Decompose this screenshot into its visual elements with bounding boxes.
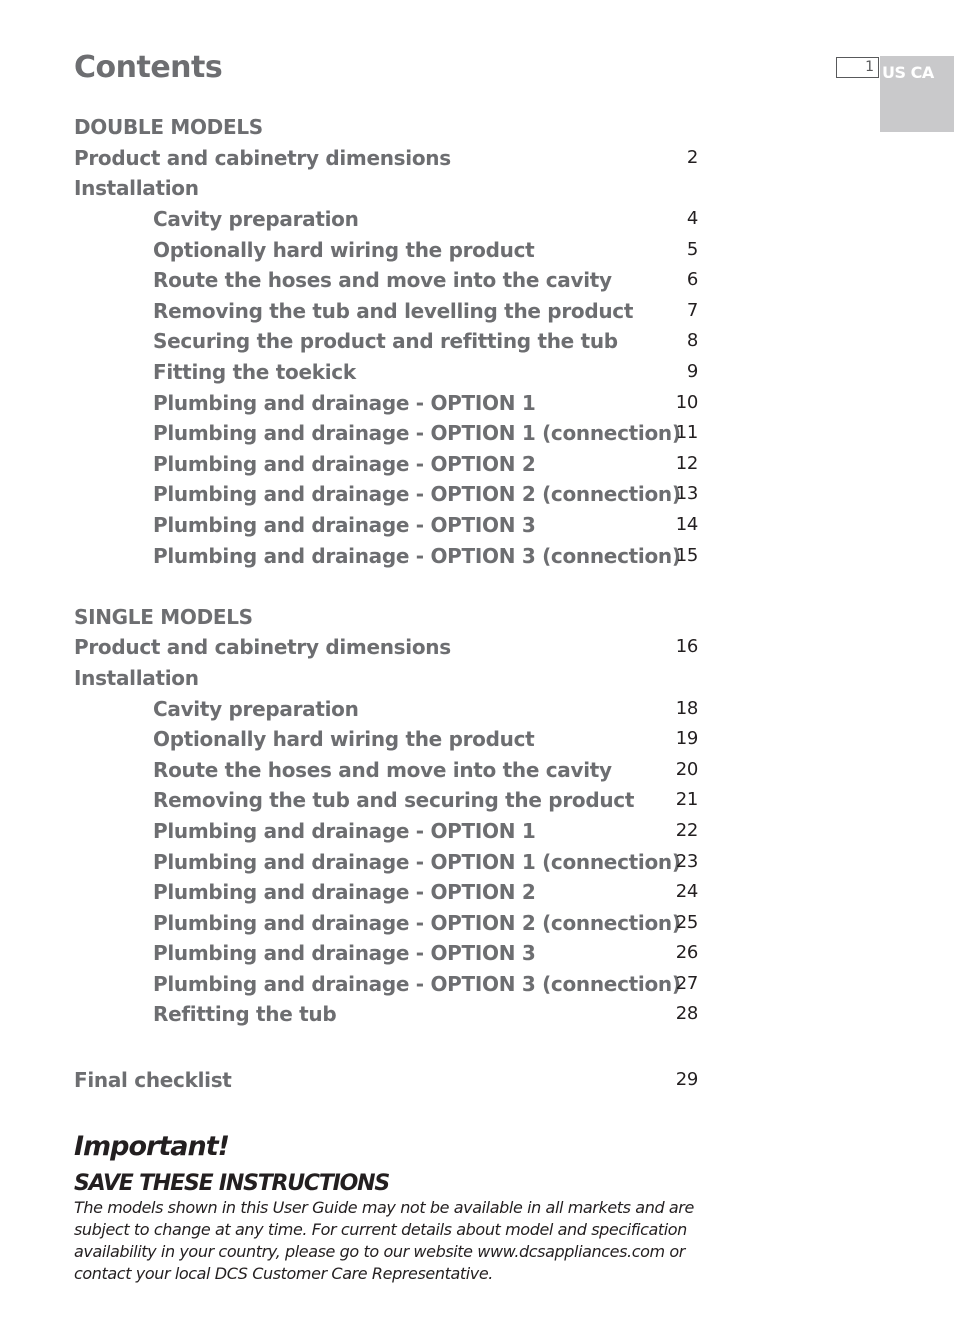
toc-entry-page: 21 [675, 789, 698, 810]
toc-entry-label: Cavity preparation [153, 207, 359, 231]
toc-entry-page: 12 [675, 453, 698, 474]
toc-entry [74, 999, 698, 1029]
toc-entry-label: Removing the tub and securing the product [153, 788, 635, 812]
toc-entry [74, 479, 698, 509]
toc-entry-page: 9 [686, 361, 698, 382]
page-number: 1 [865, 59, 874, 75]
toc-entry-label: Plumbing and drainage - OPTION 1 (connection) [153, 850, 681, 874]
toc-entry-page: 6 [686, 269, 698, 290]
toc-entry [74, 112, 698, 142]
toc-entry-page: 27 [675, 973, 698, 994]
toc-entry [74, 173, 698, 203]
toc-entry-label: DOUBLE MODELS [74, 115, 263, 139]
note-line: subject to change at any time. For current details about model and specification [74, 1220, 687, 1239]
toc-entry-label: Product and cabinetry dimensions [74, 635, 451, 659]
toc-entry-page: 29 [675, 1069, 698, 1090]
toc-entry [74, 877, 698, 907]
toc-entry-page: 25 [675, 912, 698, 933]
toc-entry-label: Installation [74, 176, 199, 200]
toc-entry-label: Removing the tub and levelling the product [153, 299, 634, 323]
toc-entry [74, 204, 698, 234]
toc-entry [74, 296, 698, 326]
toc-entry-label: Route the hoses and move into the cavity [153, 758, 612, 782]
toc-entry [74, 632, 698, 662]
toc-entry-label: Refitting the tub [153, 1002, 337, 1026]
toc-entry [74, 816, 698, 846]
toc-entry-page: 22 [675, 820, 698, 841]
toc-entry-label: Plumbing and drainage - OPTION 3 (connection) [153, 972, 681, 996]
toc-entry-label: Plumbing and drainage - OPTION 3 (connection) [153, 544, 681, 568]
toc-entry-page: 20 [675, 759, 698, 780]
toc-entry-page: 26 [675, 942, 698, 963]
toc-entry-page: 2 [686, 147, 698, 168]
toc-entry [74, 265, 698, 295]
toc-entry [74, 694, 698, 724]
toc-entry-label: Plumbing and drainage - OPTION 2 (connection) [153, 911, 681, 935]
toc-entry-label: Plumbing and drainage - OPTION 2 [153, 452, 536, 476]
toc-entry-label: Plumbing and drainage - OPTION 2 [153, 880, 536, 904]
toc-entry-label: Cavity preparation [153, 697, 359, 721]
toc-entry-page: 7 [686, 300, 698, 321]
toc-entry [74, 143, 698, 173]
page-title: Contents [74, 50, 223, 85]
toc-entry [74, 724, 698, 754]
toc-entry-label: Securing the product and refitting the tub [153, 329, 618, 353]
toc-entry-label: Route the hoses and move into the cavity [153, 268, 612, 292]
note-line: availability in your country, please go to our website www.dcsappliances.com or [74, 1242, 685, 1261]
toc-entry [74, 326, 698, 356]
toc-entry-label: Plumbing and drainage - OPTION 3 [153, 513, 536, 537]
toc-entry-page: 18 [675, 698, 698, 719]
toc-entry-label: Plumbing and drainage - OPTION 1 [153, 391, 536, 415]
toc-entry [74, 785, 698, 815]
toc-entry-page: 5 [686, 239, 698, 260]
toc-entry-page: 10 [675, 392, 698, 413]
toc-entry [74, 969, 698, 999]
toc-entry-label: Plumbing and drainage - OPTION 2 (connection) [153, 482, 681, 506]
note-line: The models shown in this User Guide may not be available in all markets and are [74, 1198, 694, 1217]
toc-entry-page: 11 [675, 422, 698, 443]
toc-entry-label: Product and cabinetry dimensions [74, 146, 451, 170]
save-instructions-heading: SAVE THESE INSTRUCTIONS [74, 1171, 390, 1196]
region-tab-label: US CA [882, 63, 934, 82]
toc-entry-label: Plumbing and drainage - OPTION 3 [153, 941, 536, 965]
toc-entry-label: Optionally hard wiring the product [153, 727, 535, 751]
toc-entry-label: SINGLE MODELS [74, 605, 253, 629]
toc-entry [74, 847, 698, 877]
toc-entry-label: Optionally hard wiring the product [153, 238, 535, 262]
toc-entry-page: 16 [675, 636, 698, 657]
toc-entry-page: 13 [675, 483, 698, 504]
toc-entry [74, 449, 698, 479]
toc-entry [74, 938, 698, 968]
toc-entry-page: 23 [675, 851, 698, 872]
toc-entry-page: 19 [675, 728, 698, 749]
toc-entry [74, 602, 698, 632]
toc-entry-page: 28 [675, 1003, 698, 1024]
toc-entry [74, 755, 698, 785]
toc-entry-label: Final checklist [74, 1068, 232, 1092]
toc-entry-label: Installation [74, 666, 199, 690]
toc-entry [74, 357, 698, 387]
toc-entry-label: Fitting the toekick [153, 360, 356, 384]
toc-entry-label: Plumbing and drainage - OPTION 1 [153, 819, 536, 843]
toc-entry-label: Plumbing and drainage - OPTION 1 (connection) [153, 421, 681, 445]
toc-entry [74, 388, 698, 418]
toc-entry [74, 418, 698, 448]
toc-entry-page: 4 [686, 208, 698, 229]
toc-entry [74, 541, 698, 571]
availability-note [74, 1197, 694, 1285]
important-heading: Important! [74, 1131, 229, 1162]
toc-entry [74, 235, 698, 265]
region-tab [880, 56, 954, 132]
toc-entry [74, 663, 698, 693]
toc-entry-page: 15 [675, 545, 698, 566]
toc-entry [74, 908, 698, 938]
toc-entry [74, 510, 698, 540]
toc-entry [74, 1065, 698, 1095]
page-number-box [836, 57, 879, 78]
note-line: contact your local DCS Customer Care Representative. [74, 1264, 493, 1283]
toc-entry-page: 24 [675, 881, 698, 902]
toc-entry-page: 8 [686, 330, 698, 351]
toc-entry-page: 14 [675, 514, 698, 535]
